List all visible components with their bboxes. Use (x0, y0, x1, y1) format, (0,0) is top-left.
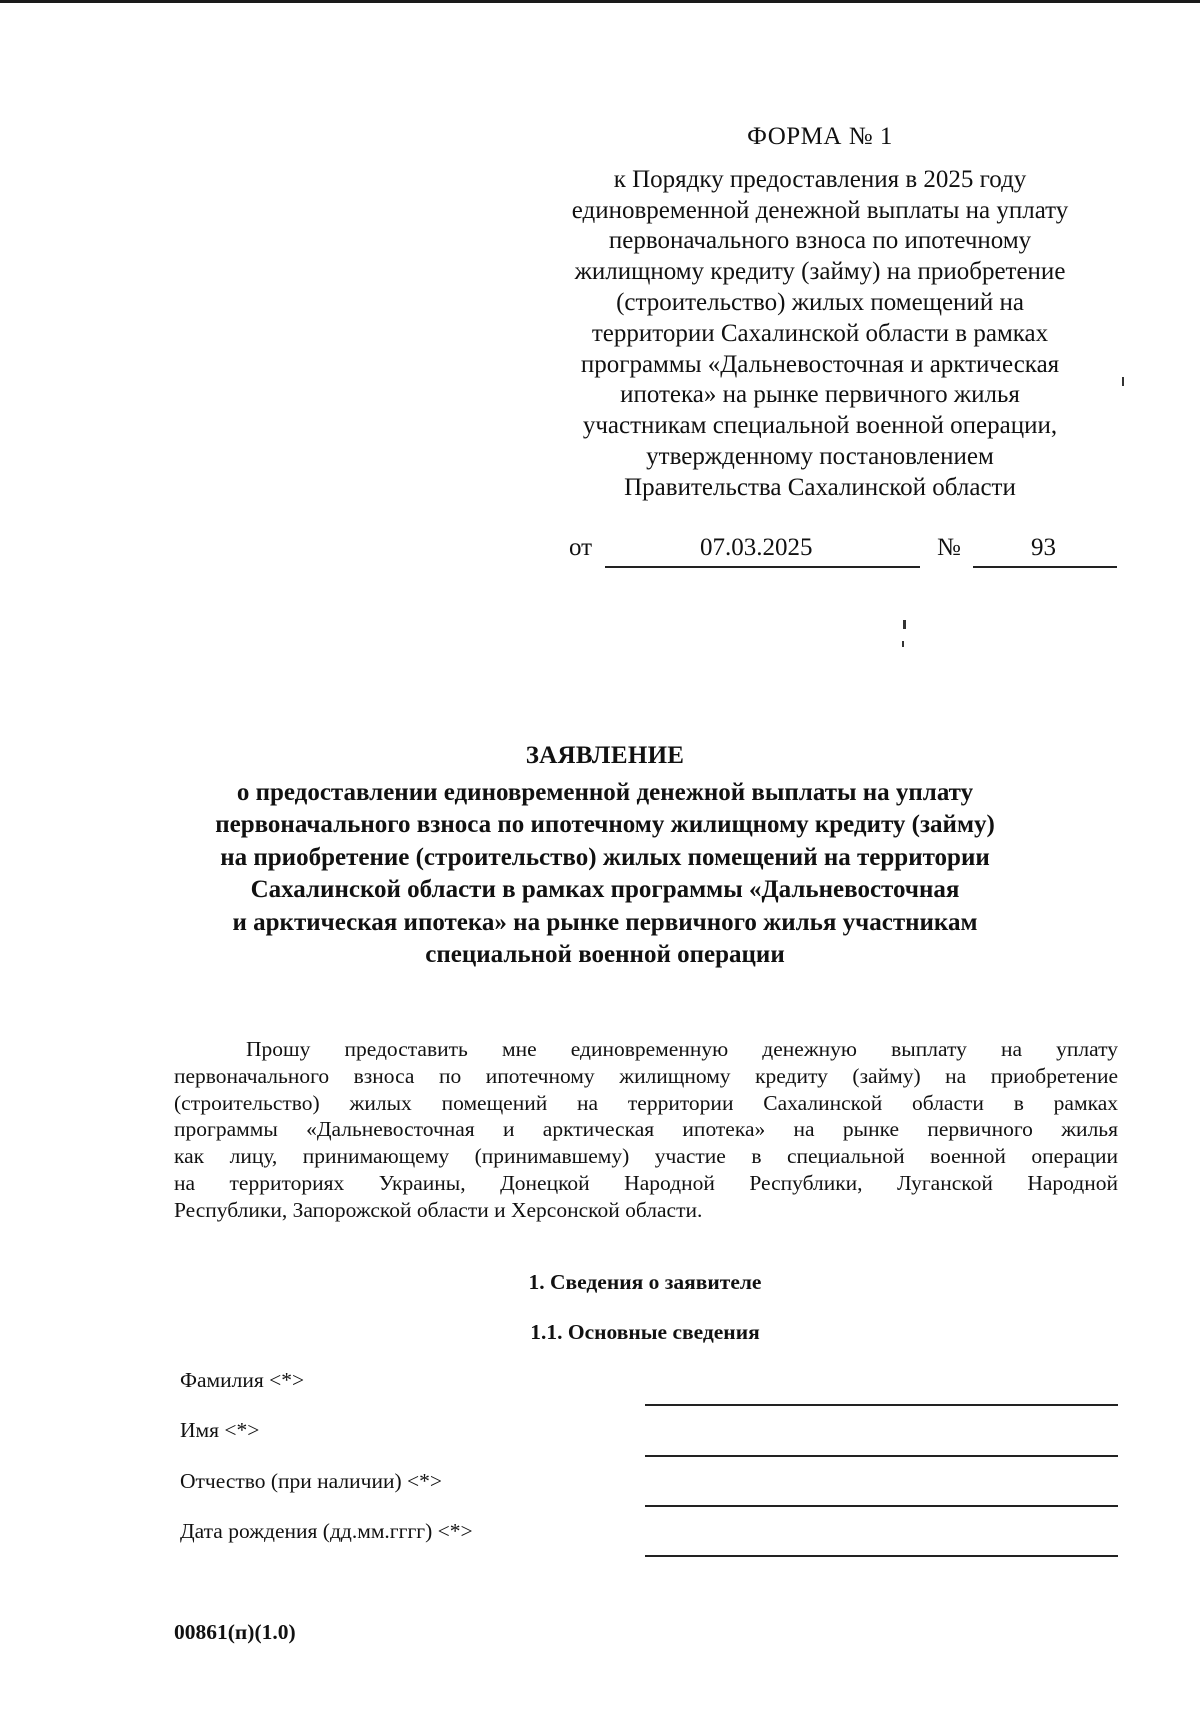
section-1-title: 1. Сведения о заявителе (528, 1270, 762, 1294)
request-line: первоначального взноса по ипотечному жилищному кредиту (займу) на приобретение (174, 1063, 1118, 1088)
scan-speck (1122, 377, 1124, 386)
field-input-surname[interactable] (645, 1404, 1118, 1406)
field-input-patronymic[interactable] (645, 1505, 1118, 1507)
page-top-border (0, 0, 1200, 3)
statement-title: ЗАЯВЛЕНИЕ (525, 742, 685, 769)
statement-subtitle-line: на приобретение (строительство) жилых помещений на территории (220, 843, 990, 871)
number-underline (973, 566, 1117, 568)
request-line: программы «Дальневосточная и арктическая ипотека» на рынке первичного жилья (174, 1117, 1118, 1142)
field-input-name[interactable] (645, 1455, 1118, 1457)
approval-line: к Порядку предоставления в 2025 году (613, 165, 1027, 193)
form-code: 00861(п)(1.0) (174, 1620, 296, 1644)
approval-line: участникам специальной военной операции, (582, 412, 1058, 440)
approval-line: программы «Дальневосточная и арктическая (580, 350, 1060, 378)
subsection-1-1-title: 1.1. Основные сведения (530, 1320, 760, 1344)
request-line: Республики, Запорожской области и Херсонской области. (174, 1197, 703, 1222)
approval-line: единовременной денежной выплаты на уплату (571, 196, 1069, 224)
decree-date-number (565, 534, 1125, 568)
request-line: (строительство) жилых помещений на территории Сахалинской области в рамках (174, 1090, 1118, 1115)
statement-subtitle-line: специальной военной операции (425, 941, 785, 968)
approval-line: ипотека» на рынке первичного жилья (620, 381, 1020, 409)
approval-block (520, 122, 1120, 504)
approval-line: первоначального взноса по ипотечному (608, 227, 1032, 255)
form-title: ФОРМА № 1 (747, 123, 893, 150)
date-underline (605, 566, 920, 568)
statement-heading-block (130, 740, 1080, 972)
approval-line: Правительства Сахалинской области (624, 473, 1016, 501)
statement-subtitle-line: Сахалинской области в рамках программы «Дальневосточная (250, 876, 960, 903)
request-line: на территориях Украины, Донецкой Народной Республики, Луганской Народной (174, 1170, 1118, 1195)
field-label-birth-date: Дата рождения (дд.мм.гггг) <*> (180, 1519, 473, 1543)
statement-subtitle-line: о предоставлении единовременной денежной выплаты на уплату (236, 778, 974, 806)
decree-number: 93 (1031, 534, 1056, 561)
scan-speck (902, 641, 904, 647)
date-prefix: от (569, 534, 593, 561)
field-label-patronymic: Отчество (при наличии) <*> (180, 1469, 443, 1493)
request-line: как лицу, принимающему (принимавшему) участие в специальной военной операции (174, 1144, 1118, 1169)
decree-date: 07.03.2025 (700, 534, 813, 561)
field-input-birth-date[interactable] (645, 1555, 1118, 1557)
scan-speck (903, 620, 906, 629)
request-paragraph (174, 1036, 1118, 1224)
number-prefix: № (937, 534, 961, 561)
statement-subtitle-line: и арктическая ипотека» на рынке первичного жилья участникам (232, 908, 978, 936)
approval-line: утвержденному постановлением (646, 442, 994, 470)
field-label-name: Имя <*> (180, 1418, 260, 1442)
approval-line: (строительство) жилых помещений на (616, 288, 1024, 316)
statement-subtitle-line: первоначального взноса по ипотечному жилищному кредиту (займу) (215, 811, 995, 838)
field-label-surname: Фамилия <*> (180, 1368, 305, 1392)
request-line: Прошу предоставить мне единовременную денежную выплату на уплату (246, 1037, 1118, 1061)
approval-line: жилищному кредиту (займу) на приобретение (574, 258, 1066, 286)
approval-line: территории Сахалинской области в рамках (591, 319, 1049, 347)
